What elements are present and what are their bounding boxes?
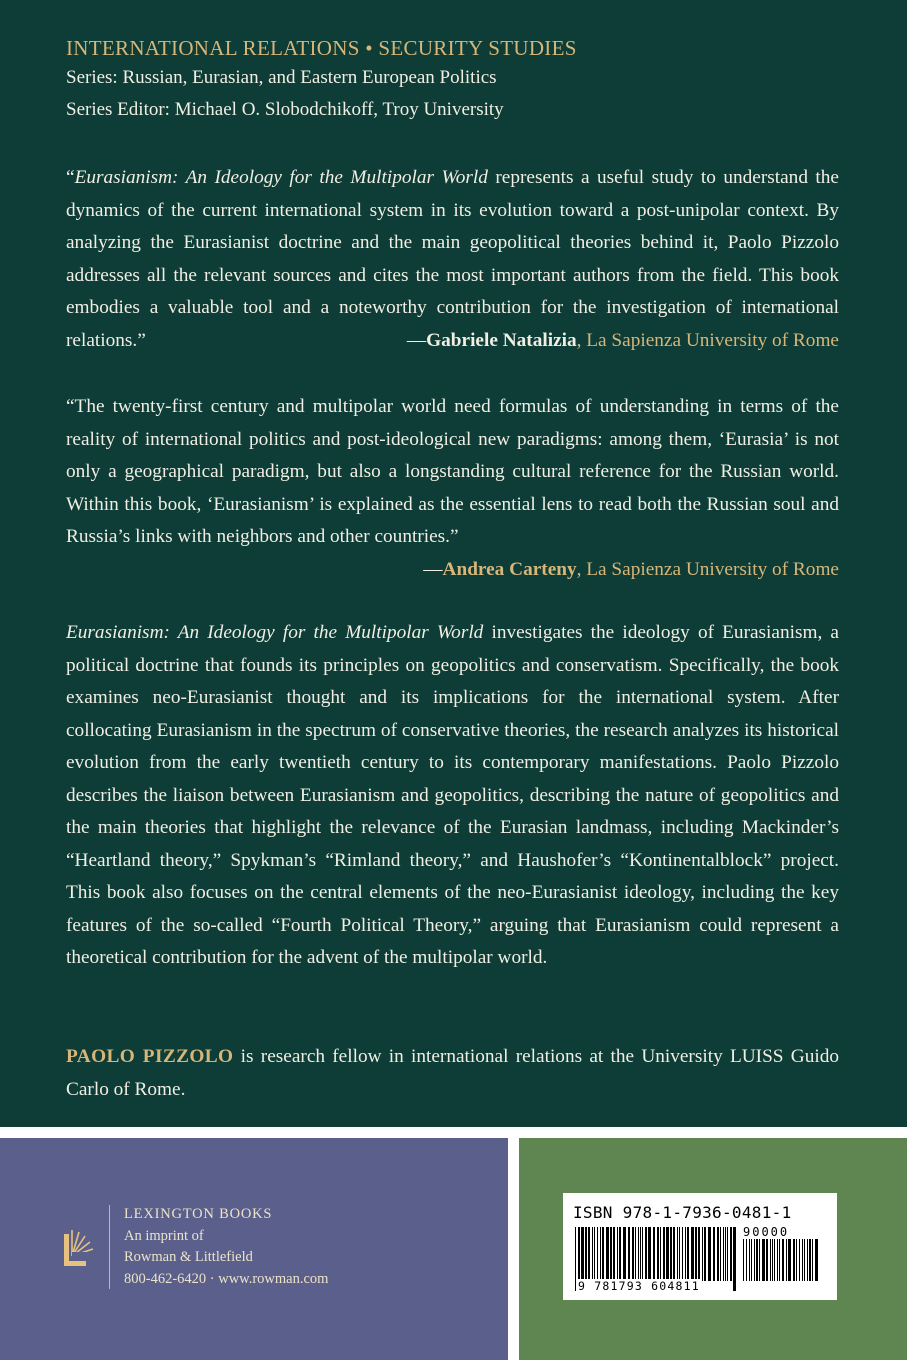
endorsement-2-attribution: —Andrea Carteny, La Sapienza University of Rome — [423, 558, 839, 580]
barcode-bar — [640, 1227, 641, 1281]
barcode-bar — [691, 1227, 694, 1281]
barcode-bar — [645, 1227, 647, 1281]
barcode-bar — [606, 1227, 609, 1281]
publisher-name: LEXINGTON BOOKS — [124, 1206, 273, 1222]
author-name: PAOLO PIZZOLO — [66, 1046, 234, 1067]
barcode-bar — [687, 1227, 689, 1281]
barcode-bar — [749, 1239, 750, 1281]
barcode-bar — [588, 1227, 590, 1281]
endorsement-1-attribution: —Gabriele Natalizia, La Sapienza University of Rome — [406, 329, 839, 351]
barcode-bar — [698, 1227, 700, 1281]
barcode-bar — [581, 1227, 584, 1281]
isbn-text: ISBN 978-1-7936-0481-1 — [573, 1203, 792, 1222]
endorsement-1-text: represents a useful study to understand the dynamics of the current international system in its evolution toward a post-unipolar context. By analyzing the Eurasianist doctrine and the main geopolitical theories behind it, Paolo Pizzolo addresses all the relevant sources and cites the most important authors from the field. This book embodies a valuable tool and a noteworthy contribution for the investigation of international relations.” — [66, 167, 839, 351]
publisher-parent: Rowman & Littlefield — [124, 1249, 253, 1265]
subject-category: INTERNATIONAL RELATIONS • SECURITY STUDIES — [66, 36, 577, 60]
author-bio — [66, 1041, 839, 1106]
barcode-bar — [727, 1227, 728, 1281]
description-text: investigates the ideology of Eurasianism, a political doctrine that founds its principles on geopolitics and conservatism. Specifically, the book examines neo-Eurasianist thought and its implications for the international system. After collocating Eurasianism in the spectrum of conservative theories, the research analyzes its historical evolution from the early twentieth century to its contemporary manifestations. Paolo Pizzolo describes the liaison between Eurasianism and geopolitics, describing the nature of geopolitics and the main theories that highlight the relevance of the Eurasian landmass, including Mackinder’s “Heartland theory,” Spykman’s “Rimland theory,” and Haushofer’s “Kontinentalblock” project. This book also focuses on the central elements of the neo-Eurasianist ideology, including the key features of the so-called “Fourth Political Theory,” arguing that Eurasianism could represent a theoretical contribution for the advent of the multipolar world. — [66, 622, 839, 968]
barcode-bar — [638, 1227, 639, 1281]
barcode-bar — [657, 1227, 659, 1281]
barcode-bar — [708, 1227, 711, 1281]
barcode-bar — [575, 1227, 576, 1291]
barcode-bar — [793, 1239, 795, 1281]
barcode-bar — [723, 1227, 724, 1281]
barcode-bar — [617, 1227, 618, 1281]
publisher-info — [124, 1204, 328, 1290]
barcode-bar — [592, 1227, 593, 1281]
barcode-bar — [600, 1227, 601, 1281]
barcode-bar — [759, 1239, 760, 1281]
endorsement-2-text: “The twenty-first century and multipolar world need formulas of understanding in terms of the reality of international politics and post-ideological new paradigms: among them, ‘Eurasia’ is not only a geographical paradigm, but also a longstanding cultural reference for the Russian world. Within this book, ‘Eurasianism’ is explained as the essential lens to read both the Russian soul and Russia’s links with neighbors and other countries.” — [66, 396, 839, 547]
barcode-bar — [594, 1227, 595, 1281]
endorser-name: Andrea Carteny — [442, 558, 577, 580]
header-block — [66, 34, 846, 126]
barcode-bar — [653, 1227, 655, 1281]
barcode-bar — [770, 1239, 771, 1281]
barcode-bar — [799, 1239, 800, 1281]
endorsement-2 — [66, 391, 839, 586]
barcode-bar — [602, 1227, 604, 1281]
endorsement-1 — [66, 162, 839, 357]
barcode-bar — [702, 1227, 703, 1281]
barcode-bar — [685, 1227, 686, 1281]
barcode-bar — [754, 1239, 755, 1281]
barcode-bar — [804, 1239, 805, 1281]
barcode-bar — [720, 1227, 721, 1281]
barcode-bar — [782, 1239, 784, 1281]
book-title-italic: Eurasianism: An Ideology for the Multipolar World — [66, 622, 484, 643]
barcode-bar — [756, 1239, 758, 1281]
publisher-contact: 800-462-6420 · www.rowman.com — [124, 1270, 329, 1287]
publisher-divider — [109, 1205, 110, 1289]
barcode-bar — [717, 1227, 719, 1281]
barcode-bar — [733, 1227, 736, 1291]
addon-barcode — [743, 1239, 821, 1291]
barcode-bar — [809, 1239, 811, 1281]
barcode-bar — [695, 1227, 697, 1281]
series-editor: Series Editor: Michael O. Slobodchikoff, Troy University — [66, 99, 504, 120]
barcode-bar — [766, 1239, 768, 1281]
barcode-bar — [730, 1227, 732, 1281]
endorser-affiliation: , La Sapienza University of Rome — [576, 558, 839, 580]
barcode-bar — [762, 1239, 765, 1281]
barcode-bar — [751, 1239, 752, 1281]
barcode-bar — [743, 1239, 744, 1281]
barcode-bar — [585, 1227, 587, 1281]
barcode-bar — [812, 1239, 813, 1281]
barcode-bar — [786, 1239, 787, 1281]
lexington-logo-icon — [64, 1226, 96, 1266]
addon-number: 90000 — [743, 1225, 790, 1239]
publisher-imprint: An imprint of — [124, 1227, 204, 1244]
barcode-bar — [613, 1227, 615, 1281]
barcode-bar — [666, 1227, 669, 1281]
endorser-name: Gabriele Natalizia — [426, 329, 577, 351]
endorser-affiliation: , La Sapienza University of Rome — [576, 329, 839, 351]
book-title-italic: Eurasianism: An Ideology for the Multipolar World — [74, 167, 488, 188]
barcode-bar — [746, 1239, 747, 1281]
author-bio-text: is research fellow in international relations at the University LUISS Guido Carlo of Rome. — [66, 1046, 839, 1100]
barcode-bar — [619, 1227, 621, 1281]
series-name: Series: Russian, Eurasian, and Eastern European Politics — [66, 67, 497, 88]
barcode-bar — [725, 1227, 726, 1281]
barcode-bar — [802, 1239, 803, 1281]
barcode-bar — [679, 1227, 680, 1281]
quote-open-mark: “ — [66, 167, 75, 188]
barcode-bar — [648, 1227, 651, 1281]
barcode-bar — [642, 1227, 643, 1281]
barcode-bar — [713, 1227, 715, 1281]
ean-number: 9 781793 604811 — [578, 1279, 700, 1293]
book-description — [66, 617, 839, 975]
barcode-bar — [632, 1227, 634, 1281]
barcode-bar — [610, 1227, 612, 1281]
barcode-bar — [597, 1227, 598, 1281]
barcode-bar — [635, 1227, 636, 1281]
barcode-bar — [772, 1239, 773, 1281]
barcode-bar — [663, 1227, 665, 1281]
barcode-bar — [704, 1227, 706, 1281]
barcode-bar — [807, 1239, 808, 1281]
barcode-bar — [815, 1239, 818, 1281]
barcode-bar — [774, 1239, 775, 1281]
barcode-bar — [677, 1227, 678, 1281]
barcode-bar — [670, 1227, 672, 1281]
barcode-bar — [779, 1239, 780, 1281]
barcode-bar — [673, 1227, 675, 1281]
barcode-bar — [777, 1239, 778, 1281]
barcode-bar — [682, 1227, 683, 1281]
barcode-bar — [660, 1227, 661, 1281]
barcode-bar — [788, 1239, 791, 1281]
barcode-box — [563, 1193, 837, 1300]
barcode-bar — [796, 1239, 797, 1281]
